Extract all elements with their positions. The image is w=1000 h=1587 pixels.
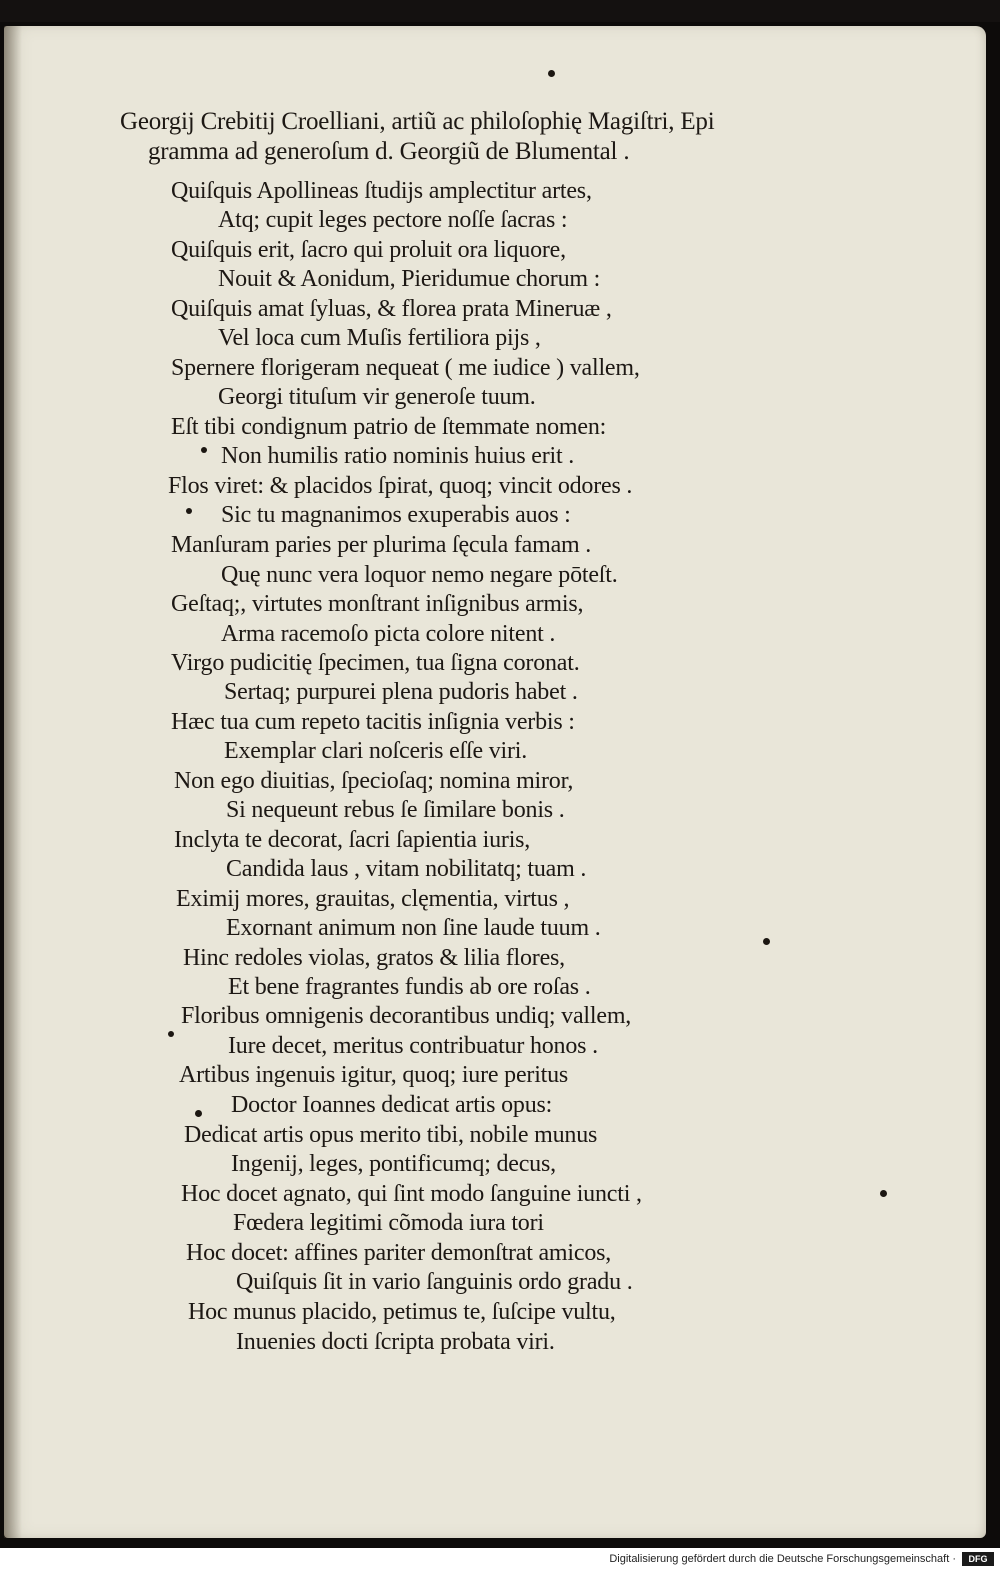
- poem-line: Vel loca cum Muſis fertiliora pijs ,: [218, 325, 541, 351]
- digitization-credit: Digitalisierung gefördert durch die Deutsche Forschungsgemeinschaft ·: [609, 1553, 956, 1565]
- poem-line: Quiſquis erit, ſacro qui proluit ora liquore,: [171, 237, 566, 263]
- page-gutter-shadow: [4, 26, 22, 1538]
- poem-line: Flos viret: & placidos ſpirat, quoq; vincit odores .: [168, 473, 633, 499]
- poem-line: Quę nunc vera loquor nemo negare pōteſt.: [221, 562, 618, 588]
- poem-line: Iure decet, meritus contribuatur honos .: [228, 1033, 598, 1059]
- scan-top-edge: [0, 0, 1000, 22]
- poem-line: Artibus ingenuis igitur, quoq; iure peritus: [179, 1062, 569, 1088]
- poem-line: Hinc redoles violas, gratos & lilia flores,: [183, 945, 565, 971]
- poem-line: Floribus omnigenis decorantibus undiq; vallem,: [181, 1003, 632, 1029]
- poem-line: Sertaq; purpurei plena pudoris habet .: [224, 679, 578, 705]
- dfg-logo: DFG: [962, 1552, 994, 1566]
- poem-line: Arma racemoſo picta colore nitent .: [221, 621, 556, 647]
- ink-dot: [195, 1110, 202, 1117]
- poem-line: Manſuram paries per plurima ſęcula famam .: [171, 532, 592, 558]
- ink-dot: [168, 1031, 174, 1037]
- poem-line: Quiſquis Apollineas ſtudijs amplectitur artes,: [171, 178, 592, 204]
- epigram-heading-line: Georgij Crebitij Croelliani, artiũ ac philoſophię Magiſtri, Epi: [120, 108, 715, 135]
- poem-line: Doctor Ioannes dedicat artis opus:: [231, 1092, 553, 1118]
- poem-line: Inuenies docti ſcripta probata viri.: [236, 1329, 555, 1355]
- poem-line: Sic tu magnanimos exuperabis auos :: [221, 502, 571, 528]
- ink-dot: [186, 508, 192, 514]
- poem-line: Non ego diuitias, ſpecioſaq; nomina miror,: [174, 768, 574, 794]
- poem-line: Quiſquis amat ſyluas, & florea prata Mineruæ ,: [171, 296, 612, 322]
- poem-line: Quiſquis ſit in vario ſanguinis ordo gradu .: [236, 1269, 633, 1295]
- poem-line: Exemplar clari noſceris eſſe viri.: [224, 738, 528, 764]
- poem-line: Hæc tua cum repeto tacitis inſignia verbis :: [171, 709, 575, 735]
- poem-line: Hoc docet: affines pariter demonſtrat amicos,: [186, 1240, 612, 1266]
- poem-line: Hoc munus placido, petimus te, ſuſcipe vultu,: [188, 1299, 616, 1325]
- poem-line: Exornant animum non ſine laude tuum .: [226, 915, 601, 941]
- poem-line: Eſt tibi condignum patrio de ſtemmate nomen:: [171, 414, 607, 440]
- poem-line: Inclyta te decorat, ſacri ſapientia iuris,: [174, 827, 531, 853]
- poem-line: Spernere florigeram nequeat ( me iudice ) vallem,: [171, 355, 640, 381]
- poem-line: Candida laus , vitam nobilitatq; tuam .: [226, 856, 587, 882]
- poem-line: Atq; cupit leges pectore noſſe ſacras :: [218, 207, 568, 233]
- ink-dot: [763, 938, 770, 945]
- ink-dot: [548, 70, 555, 77]
- poem-line: Georgi tituſum vir generoſe tuum.: [218, 384, 536, 410]
- poem-line: Ingenij, leges, pontificumq; decus,: [231, 1151, 556, 1177]
- poem-line: Nouit & Aonidum, Pieridumue chorum :: [218, 266, 601, 292]
- ink-dot: [880, 1190, 887, 1197]
- poem-line: Non humilis ratio nominis huius erit .: [221, 443, 575, 469]
- poem-line: Dedicat artis opus merito tibi, nobile munus: [184, 1122, 598, 1148]
- poem-line: Si nequeunt rebus ſe ſimilare bonis .: [226, 797, 565, 823]
- poem-line: Virgo pudicitię ſpecimen, tua ſigna coronat.: [171, 650, 580, 676]
- poem-line: Eximij mores, grauitas, clęmentia, virtus ,: [176, 886, 570, 912]
- ink-dot: [201, 447, 207, 453]
- epigram-heading-line: gramma ad generoſum d. Georgiũ de Blumental .: [148, 138, 630, 165]
- poem-line: Hoc docet agnato, qui ſint modo ſanguine iuncti ,: [181, 1181, 642, 1207]
- poem-line: Geſtaq;, virtutes monſtrant inſignibus armis,: [171, 591, 584, 617]
- poem-line: Fœdera legitimi cõmoda iura tori: [233, 1210, 544, 1236]
- poem-line: Et bene fragrantes fundis ab ore roſas .: [228, 974, 591, 1000]
